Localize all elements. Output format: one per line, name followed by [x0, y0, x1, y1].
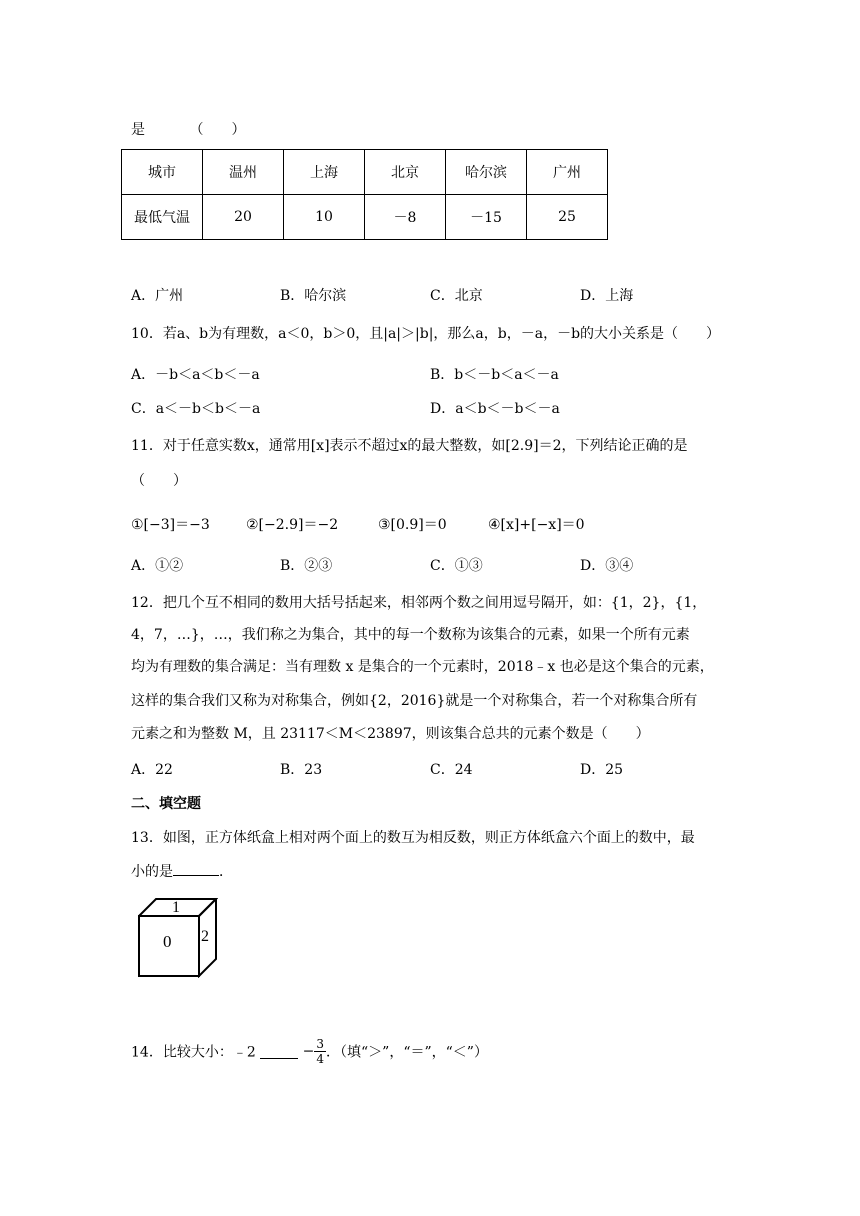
table-cell: 广州 — [527, 150, 608, 195]
statement-2: ②[−2.9]＝−2 — [246, 517, 339, 533]
table-cell: 城市 — [122, 150, 203, 195]
option-c: C．①③ — [430, 558, 483, 574]
question-continuation — [131, 119, 245, 139]
option-c: C．a＜－b＜b＜－a — [131, 401, 261, 417]
question-12-line: 4，7，…}，…，我们称之为集合，其中的每一个数称为该集合的元素，如果一个所有元素 — [131, 627, 690, 643]
option-d: D．25 — [580, 762, 624, 778]
statement-1: ①[−3]＝−3 — [131, 517, 210, 533]
section-heading: 二、填空题 — [131, 796, 201, 812]
table-cell: 20 — [203, 195, 284, 240]
question-10-stem: 10．若a、b为有理数，a＜0，b＞0，且|a|＞|b|，那么a，b，－a，－b的大小关系是（ ） — [131, 326, 721, 342]
table-cell: －8 — [365, 195, 446, 240]
answer-paren: （ ） — [131, 473, 187, 489]
question-14 — [131, 1037, 488, 1077]
option-b: B．b＜－b＜a＜－a — [430, 367, 559, 383]
cube-figure — [138, 898, 218, 978]
option-b: B．23 — [280, 762, 323, 778]
fraction — [314, 1037, 326, 1066]
answer-blank — [260, 1044, 298, 1059]
option-c: C．24 — [430, 762, 473, 778]
option-a: A．－b＜a＜b＜－a — [131, 367, 260, 383]
fraction-numerator: 3 — [316, 1037, 325, 1051]
fraction-denominator: 4 — [316, 1052, 325, 1066]
table-cell: 温州 — [203, 150, 284, 195]
cube-top-label: 1 — [172, 899, 180, 916]
option-b: B．②③ — [280, 558, 333, 574]
question-14-prefix: 14．比较大小：﹣2 — [131, 1044, 256, 1061]
table-cell: 25 — [527, 195, 608, 240]
table-row — [122, 150, 608, 195]
minus-sign: − — [302, 1043, 315, 1060]
question-13-prefix: 小的是 — [131, 864, 173, 880]
option-a: A．22 — [131, 762, 173, 778]
question-13-line: 13．如图，正方体纸盒上相对两个面上的数互为相反数，则正方体纸盒六个面上的数中，最 — [131, 830, 695, 846]
continuation-text: 是 — [131, 122, 145, 138]
option-d: D．a＜b＜－b＜－a — [430, 401, 560, 417]
answer-blank — [173, 861, 219, 876]
question-13-line2 — [131, 861, 233, 881]
question-12-line: 元素之和为整数 M，且 23117＜M＜23897，则该集合总共的元素个数是（ ） — [131, 726, 650, 742]
option-a: A．广州 — [131, 288, 184, 304]
table-cell: 哈尔滨 — [446, 150, 527, 195]
question-12-line: 均为有理数的集合满足：当有理数 x 是集合的一个元素时，2018﹣x 也必是这个集合的元素， — [131, 659, 714, 675]
table-row — [122, 195, 608, 240]
table-cell: －15 — [446, 195, 527, 240]
question-12-line: 这样的集合我们又称为对称集合，例如{2，2016}就是一个对称集合，若一个对称集合所有 — [131, 693, 698, 709]
question-12-line: 12．把几个互不相同的数用大括号括起来，相邻两个数之间用逗号隔开，如：{1，2}，{1， — [131, 595, 707, 611]
question-13-suffix: ． — [219, 864, 233, 880]
option-b: B．哈尔滨 — [280, 288, 347, 304]
cube-side-label: 2 — [201, 928, 209, 945]
cube-front-label: 0 — [163, 932, 172, 951]
table-cell: 北京 — [365, 150, 446, 195]
option-c: C．北京 — [430, 288, 483, 304]
statement-4: ④[x]+[−x]＝0 — [488, 517, 585, 533]
table-cell: 上海 — [284, 150, 365, 195]
option-a: A．①② — [131, 558, 184, 574]
question-11-stem: 11．对于任意实数x，通常用[x]表示不超过x的最大整数，如[2.9]＝2，下列结论正确的是 — [131, 438, 688, 454]
table-cell: 10 — [284, 195, 365, 240]
answer-paren: （ ） — [189, 122, 246, 138]
table-cell: 最低气温 — [122, 195, 203, 240]
question-14-suffix: ．（填“＞”，“＝”，“＜”） — [326, 1044, 488, 1061]
temperature-table — [121, 149, 608, 240]
statement-3: ③[0.9]＝0 — [378, 517, 447, 533]
option-d: D．上海 — [580, 288, 634, 304]
option-d: D．③④ — [580, 558, 634, 574]
